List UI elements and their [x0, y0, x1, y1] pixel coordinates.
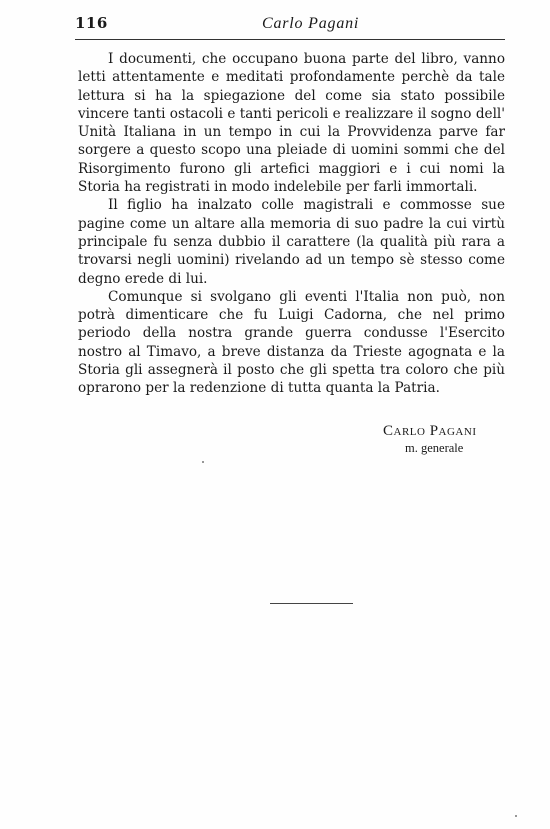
ink-speck: [515, 815, 517, 817]
body-text: [78, 50, 505, 398]
signature-rank: m. generale: [405, 441, 464, 455]
signature-name: Carlo Pagani: [383, 423, 477, 439]
end-rule: [270, 603, 353, 604]
paragraph: Il figlio ha inalzato colle magistrali e commosse sue pagine come un altare alla memoria di suo padre la cui virtù principale fu senza dubbio il carattere (la qualità più rara a trovarsi negli uomini) rivelando ad un tempo sè stesso come degno erede di lui.: [78, 197, 505, 287]
paragraph: Comunque si svolgano gli eventi l'Italia non può, non potrà dimenticare che fu Luigi Cadorna, che nel primo periodo della nostra grande guerra condusse l'Esercito nostro al Timavo, a breve distanza da Trieste agognata e la Storia gli assegnerà il posto che gli spetta tra coloro che più oprarono per la redenzione di tutta quanta la Patria.: [78, 288, 505, 397]
page-number: 116: [75, 14, 108, 32]
header-rule: [75, 39, 505, 40]
paragraph: I documenti, che occupano buona parte del libro, vanno letti attentamente e meditati profondamente perchè da tale lettura si ha la spiegazione del come sia stato possibile vincere tanti ostacoli e tanti pericoli e realizzare il sogno dell' Unità Italiana in un tempo in cui la Provvidenza parve far sorgere a questo scopo una pleiade di uomini sommi che del Risorgimento furono gli artefici maggiori e i cui nomi la Storia ha registrati in modo indelebile per farli immortali.: [78, 51, 505, 196]
ink-speck: [202, 461, 204, 463]
running-head: Carlo Pagani: [262, 15, 360, 32]
